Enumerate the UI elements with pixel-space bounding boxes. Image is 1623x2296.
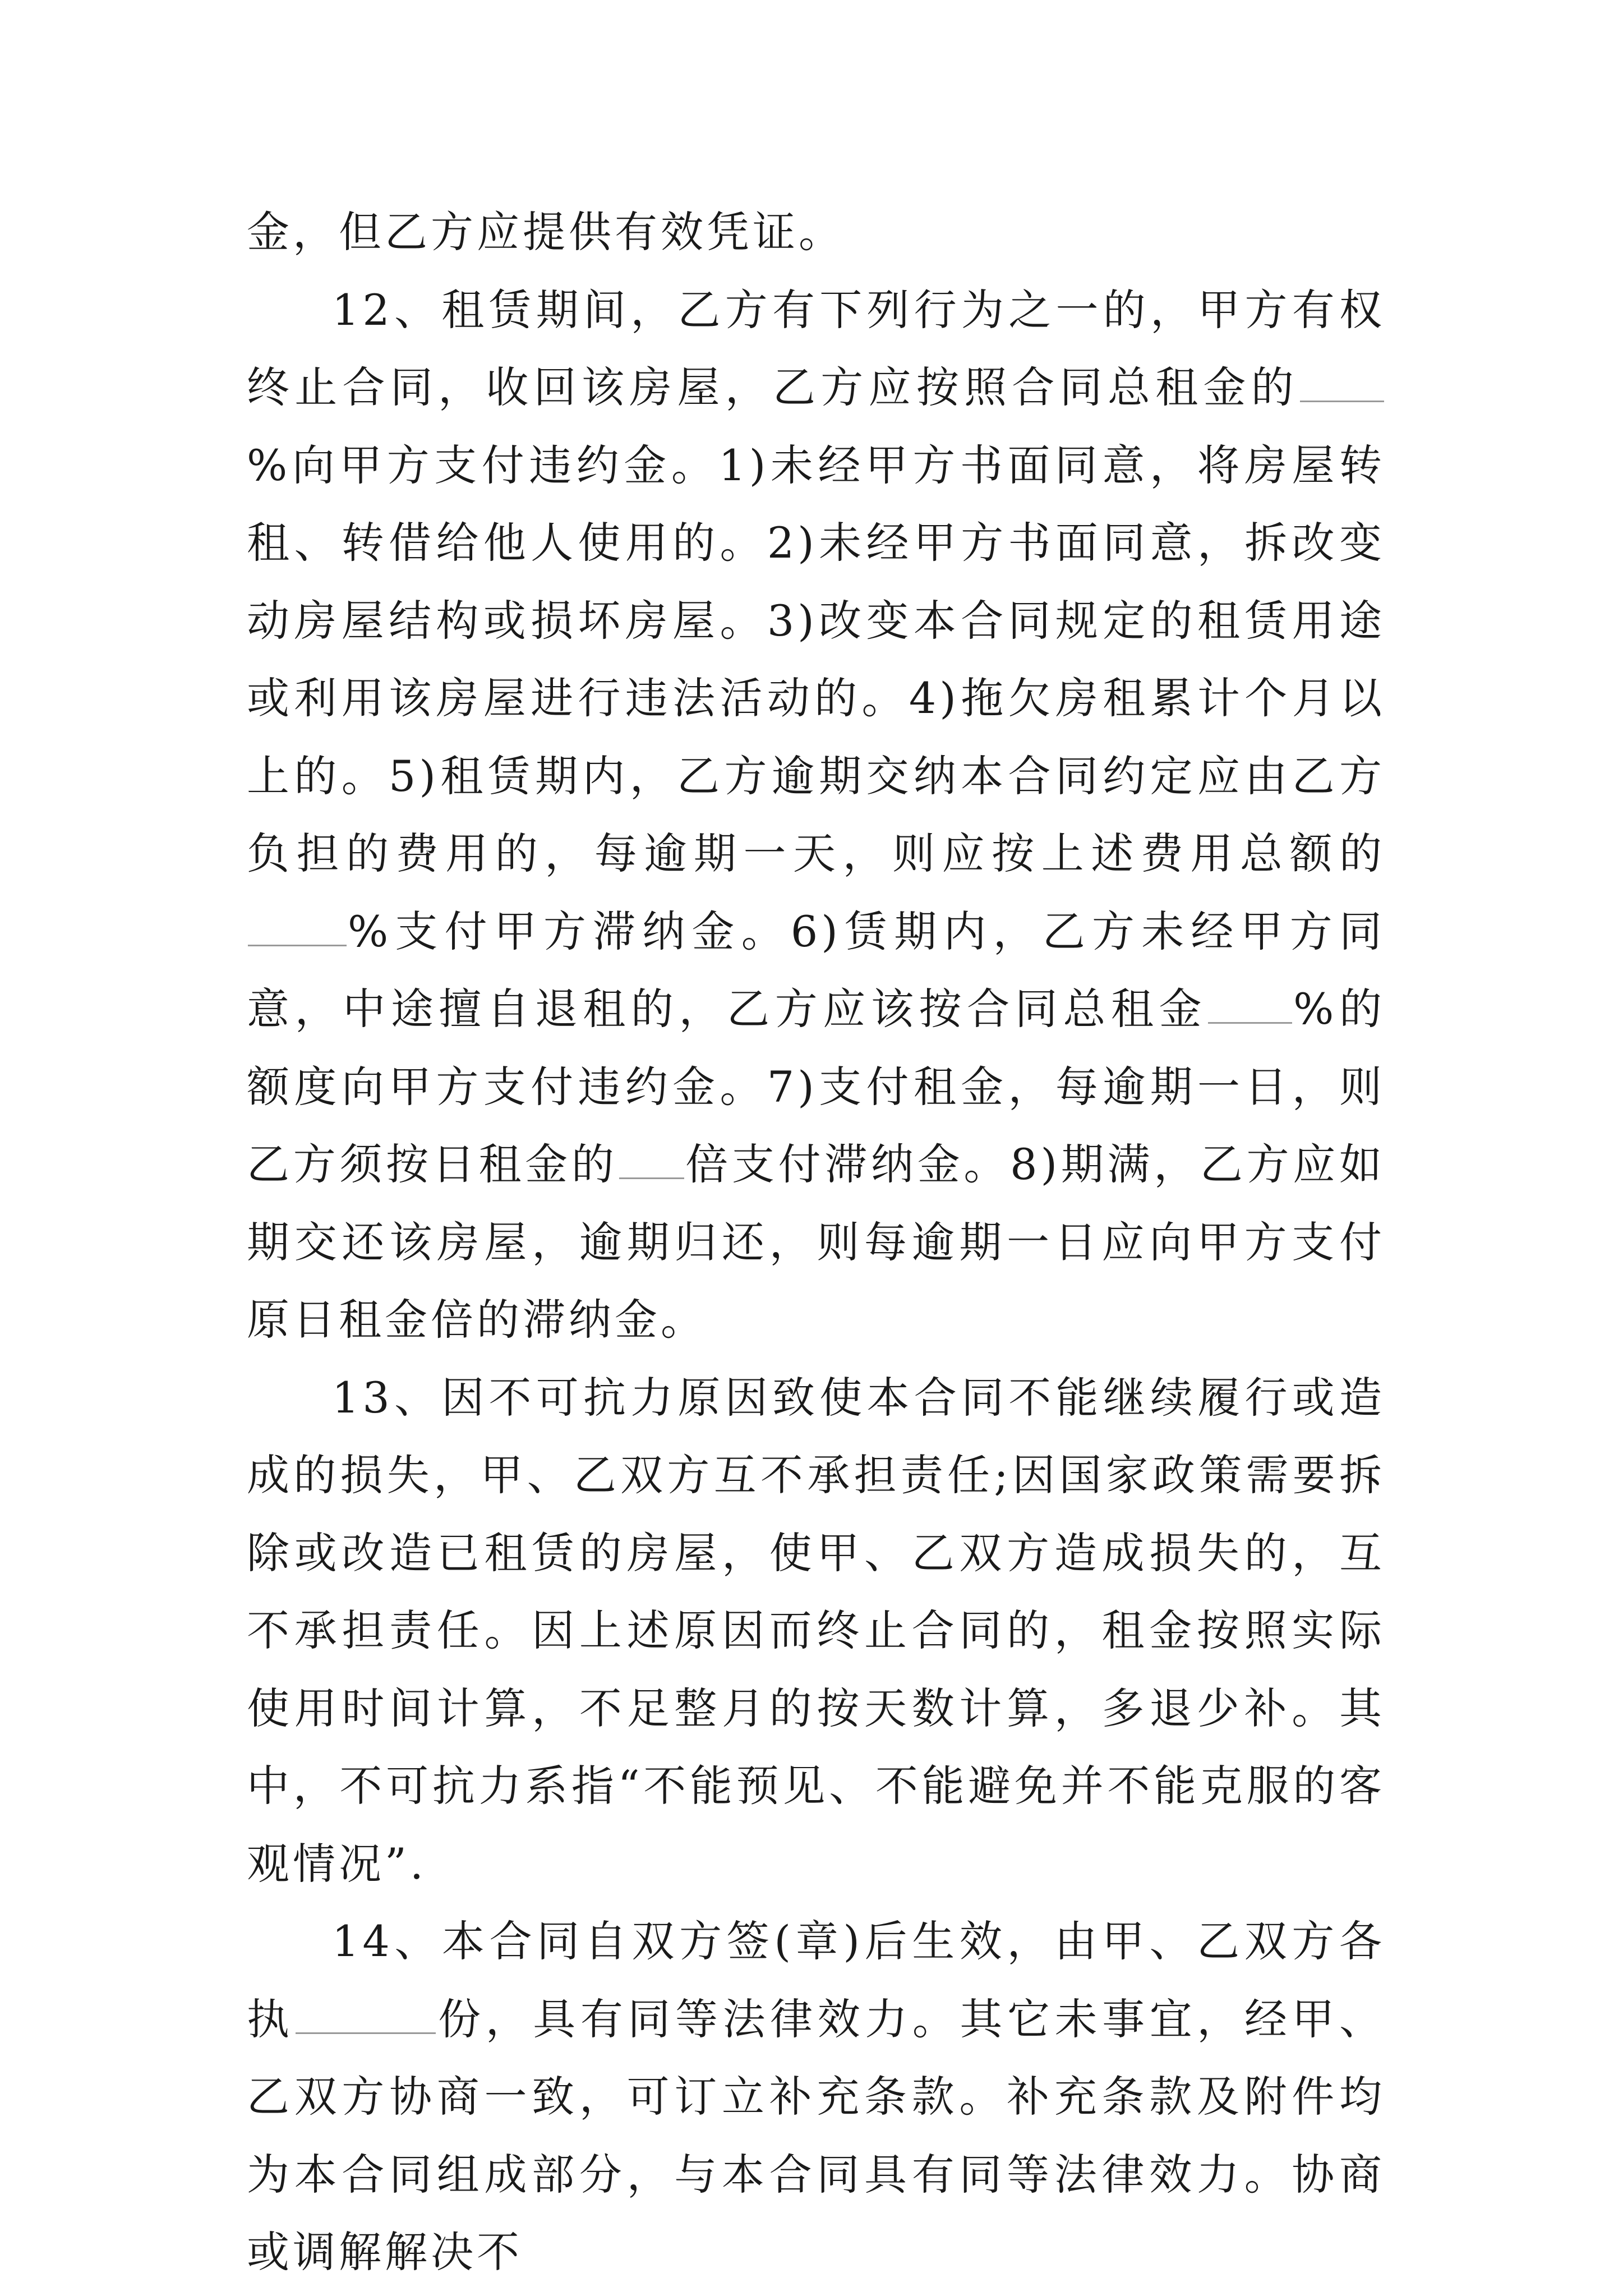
paragraph-text: %的额度向甲方支付违约金。7)支付租金，每逾期一日，则乙方须按日租金的 xyxy=(247,984,1385,1189)
fill-in-blank xyxy=(1300,361,1384,402)
paragraph-text: 12、租赁期间，乙方有下列行为之一的，甲方有权终止合同，收回该房屋，乙方应按照合同总租金的 xyxy=(247,284,1385,412)
fill-in-blank xyxy=(248,905,347,946)
paragraph-p-14 xyxy=(247,1903,1385,2292)
fill-in-blank xyxy=(619,1138,684,1179)
paragraph-text: 13、因不可抗力原因致使本合同不能继续履行或造成的损失，甲、乙双方互不承担责任;因国家政策需要拆除或改造已租赁的房屋，使甲、乙双方造成损失的，互不承担责任。因上述原因而终止合同的，租金按照实际使用时间计算，不足整月的按天数计算，多退少补。其中，不可抗力系指“不能预见、不能避免并不能克服的客观情况”. xyxy=(247,1372,1385,1889)
paragraph-text: 份，具有同等法律效力。其它未事宜，经甲、乙双方协商一致，可订立补充条款。补充条款及附件均为本合同组成部分，与本合同具有同等法律效力。协商或调解解决不 xyxy=(247,1994,1386,2277)
contract-text-body xyxy=(247,194,1385,2292)
fill-in-blank xyxy=(1208,983,1292,1024)
paragraph-p-12 xyxy=(247,272,1385,1359)
paragraph-text: 14、本合同自双方签(章)后生效，由甲、乙双方各执 xyxy=(247,1916,1385,2044)
paragraph-text: 金，但乙方应提供有效凭证。 xyxy=(247,207,845,257)
paragraph-text: %支付甲方滞纳金。6)赁期内，乙方未经甲方同意，中途擅自退租的，乙方应该按合同总租金 xyxy=(247,906,1385,1034)
paragraph-text: 倍支付滞纳金。8)期满，乙方应如期交还该房屋，逾期归还，则每逾期一日应向甲方支付原日租金倍的滞纳金。 xyxy=(247,1139,1385,1345)
fill-in-blank xyxy=(296,1993,436,2034)
paragraph-p-continued xyxy=(247,194,1385,272)
paragraph-text: %向甲方支付违约金。1)未经甲方书面同意，将房屋转租、转借给他人使用的。2)未经甲方书面同意，拆改变动房屋结构或损坏房屋。3)改变本合同规定的租赁用途或利用该房屋进行违法活动的。4)拖欠房租累计个月以上的。5)租赁期内，乙方逾期交纳本合同约定应由乙方负担的费用的，每逾期一天，则应按上述费用总额的 xyxy=(247,440,1385,878)
paragraph-p-13 xyxy=(247,1359,1385,1903)
